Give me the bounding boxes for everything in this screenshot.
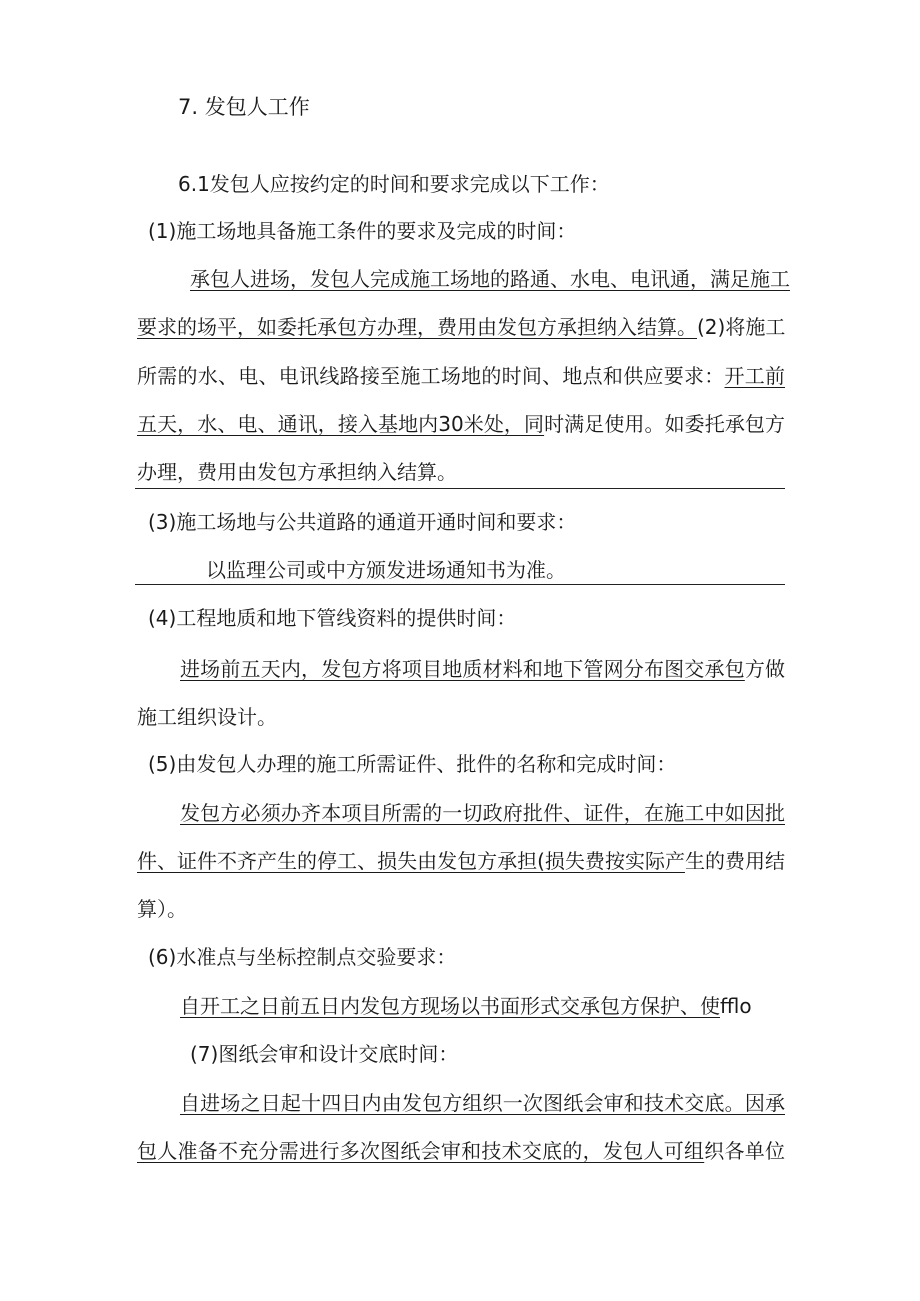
underlined-text: 件、证件不齐产生的停工、损失由发包方承担(损失费按实际产 — [137, 849, 685, 873]
item-6-line-1 — [180, 992, 828, 1020]
underlined-text: 要求的场平，如委托承包方办理，费用由发包方承担纳入结算。 — [137, 315, 697, 339]
plain-text: 时满足使用。如委托承包方 — [544, 412, 785, 436]
intro-paragraph: 6.1发包人应按约定的时间和要求完成以下工作： — [178, 172, 610, 196]
underlined-text: 包人准备不充分需进行多次图纸会审和技术交底的，发包人可组 — [137, 1139, 705, 1163]
item-1-title: (1)施工场地具备施工条件的要求及完成的时间： — [148, 219, 577, 243]
item-3-body: 以监理公司或中方颁发进场通知书为准。 — [206, 558, 566, 582]
item-7-line-2 — [137, 1137, 785, 1165]
plain-text: 织各单位 — [704, 1139, 786, 1163]
plain-text: 生的费用结 — [684, 849, 785, 873]
item-5-line-1 — [180, 799, 785, 827]
underlined-text: 发包方必须办齐本项目所需的一切政府批件、证件，在施工中如因批 — [180, 801, 785, 825]
item-6-title: (6)水准点与坐标控制点交验要求： — [148, 945, 457, 969]
item-2-title-start: (2)将施工 — [697, 315, 786, 339]
item-7-title: (7)图纸会审和设计交底时间： — [190, 1042, 459, 1066]
plain-text: 方做 — [744, 657, 786, 681]
item-4-line-1 — [180, 655, 785, 683]
underlined-text: 承包人进场，发包人完成施工场地的路通、水电、电讯通，满足施工 — [190, 267, 790, 291]
section-heading: 7. 发包人工作 — [178, 95, 310, 119]
item-2-line-4 — [137, 410, 785, 438]
underlined-text: 五天，水、电、通讯，接入基地内30米处，同 — [137, 412, 545, 436]
item-5-line-3: 算）。 — [137, 897, 187, 921]
underlined-text: 开工前 — [724, 364, 786, 388]
underline-rule — [135, 488, 785, 489]
item-5-line-2 — [137, 847, 785, 875]
item-4-line-2: 施工组织设计。 — [137, 705, 277, 729]
item-7-line-1 — [180, 1089, 785, 1117]
item-2-title-cont: 所需的水、电、电讯线路接至施工场地的时间、地点和供应要求： — [137, 364, 725, 388]
underlined-text: 进场前五天内，发包方将项目地质材料和地下管网分布图交承包 — [180, 657, 745, 681]
item-3-title: (3)施工场地与公共道路的通道开通时间和要求： — [148, 510, 577, 534]
item-2-line-3 — [137, 362, 785, 390]
underlined-text: 自进场之日起十四日内由发包方组织一次图纸会审和技术交底。因承 — [180, 1091, 785, 1115]
plain-text: fflo — [720, 994, 752, 1018]
item-5-title: (5)由发包人办理的施工所需证件、批件的名称和完成时间： — [148, 752, 677, 776]
underlined-text: 自开工之日前五日内发包方现场以书面形式交承包方保护、使 — [180, 994, 720, 1018]
item-1-line-1 — [190, 265, 790, 293]
underline-rule — [135, 584, 785, 585]
item-4-title: (4)工程地质和地下管线资料的提供时间： — [148, 606, 517, 630]
item-1-line-2 — [137, 313, 785, 341]
item-2-line-5: 办理，费用由发包方承担纳入结算。 — [137, 460, 457, 484]
